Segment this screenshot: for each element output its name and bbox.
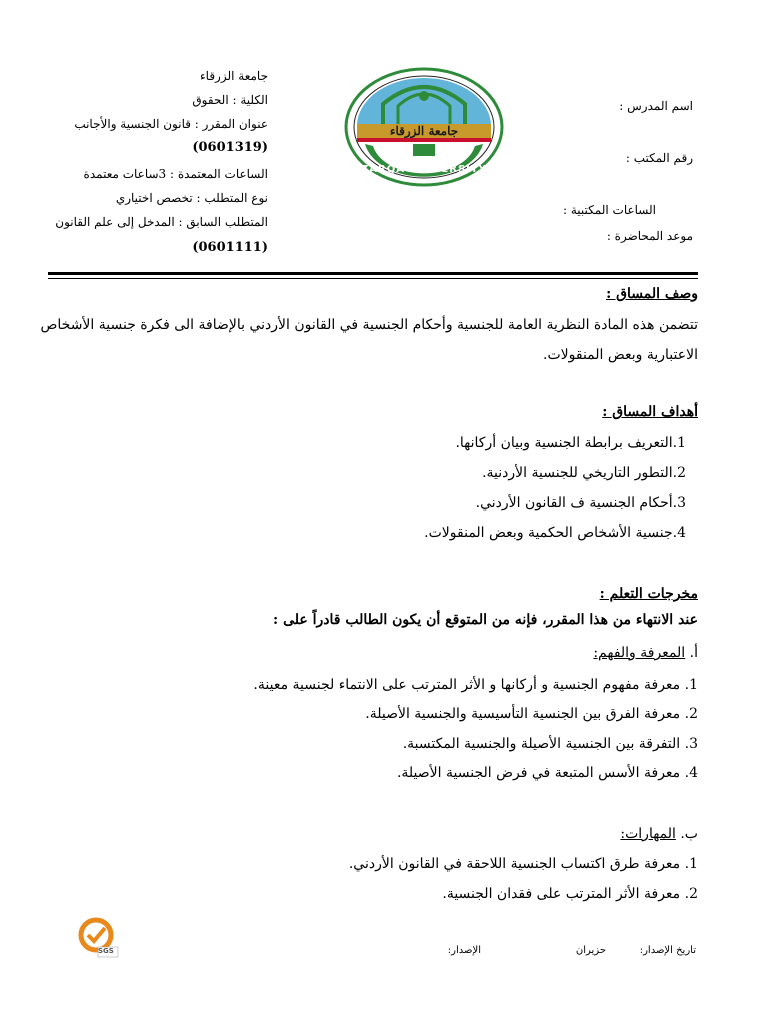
issue-date-value: حزيران — [575, 945, 606, 956]
objective-item: 4.جنسية الأشخاص الحكمية وبعض المنقولات. — [424, 525, 686, 541]
logo-arabic-text: جامعة الزرقاء — [389, 124, 459, 138]
prerequisite-line: المتطلب السابق : المدخل إلى علم القانون — [55, 215, 268, 229]
skills-item: 1. معرفة طرق اكتساب الجنسية اللاحقة في القانون الأردني. — [348, 856, 698, 872]
office-number-label: رقم المكتب : — [625, 151, 693, 165]
instructor-name-label: اسم المدرس : — [619, 99, 693, 113]
office-hours-label: الساعات المكتبية : — [563, 203, 656, 217]
knowledge-item: 2. معرفة الفرق بين الجنسية التأسيسية والجنسية الأصيلة. — [365, 706, 698, 722]
description-line-1: تتضمن هذه المادة النظرية العامة للجنسية وأحكام الجنسية في القانون الأردني بالإضافة الى فكرة جنسية الأشخاص — [40, 317, 698, 333]
skills-subheading — [620, 826, 698, 842]
outcomes-title: مخرجات التعلم : — [599, 586, 698, 602]
objective-item: 3.أحكام الجنسية ف القانون الأردني. — [475, 495, 686, 511]
faculty-line: الكلية : الحقوق — [192, 93, 268, 107]
certification-logo-text: SGS — [98, 947, 114, 955]
objective-item: 2.التطور التاريخي للجنسية الأردنية. — [482, 465, 686, 481]
course-title-line: عنوان المقرر : قانون الجنسية والأجانب — [74, 117, 268, 131]
logo-english-text: ZARQA UNIVERSITY — [361, 164, 487, 175]
skills-item: 2. معرفة الأثر المترتب على فقدان الجنسية. — [442, 886, 698, 902]
header-divider-thin — [48, 278, 698, 279]
knowledge-item: 1. معرفة مفهوم الجنسية و أركانها و الأثر المترتب على الانتماء لجنسية معينة. — [253, 677, 698, 693]
knowledge-prefix: أ. — [689, 645, 698, 661]
outcomes-intro: عند الانتهاء من هذا المقرر، فإنه من المتوقع أن يكون الطالب قادراً على : — [273, 612, 698, 628]
knowledge-title: المعرفة والفهم: — [593, 645, 686, 661]
header-right-block — [38, 68, 268, 264]
lecture-time-label: موعد المحاضرة : — [606, 229, 693, 243]
skills-title: المهارات: — [620, 826, 676, 842]
credit-hours-line: الساعات المعتمدة : 3ساعات معتمدة — [83, 167, 268, 181]
description-title: وصف المساق : — [606, 286, 698, 302]
requirement-type-line: نوع المتطلب : تخصص اختياري — [115, 191, 268, 205]
knowledge-subheading — [593, 645, 698, 661]
edition-label: الإصدار: — [447, 945, 481, 956]
knowledge-item: 3. التفرقة بين الجنسية الأصيلة والجنسية المكتسبة. — [402, 736, 698, 752]
header-divider-thick — [48, 272, 698, 275]
course-code: (0601319) — [192, 140, 268, 155]
objective-item: 1.التعريف برابطة الجنسية وبيان أركانها. — [455, 435, 686, 451]
objectives-title: أهداف المساق : — [602, 404, 698, 420]
issue-date-label: تاريخ الإصدار: — [639, 945, 696, 956]
prerequisite-code: (0601111) — [192, 240, 268, 255]
description-line-2: الاعتبارية وبعض المنقولات. — [543, 347, 698, 363]
skills-prefix: ب. — [680, 826, 698, 842]
knowledge-item: 4. معرفة الأسس المتبعة في فرض الجنسية الأصيلة. — [396, 765, 698, 781]
university-name: جامعة الزرقاء — [200, 69, 268, 83]
